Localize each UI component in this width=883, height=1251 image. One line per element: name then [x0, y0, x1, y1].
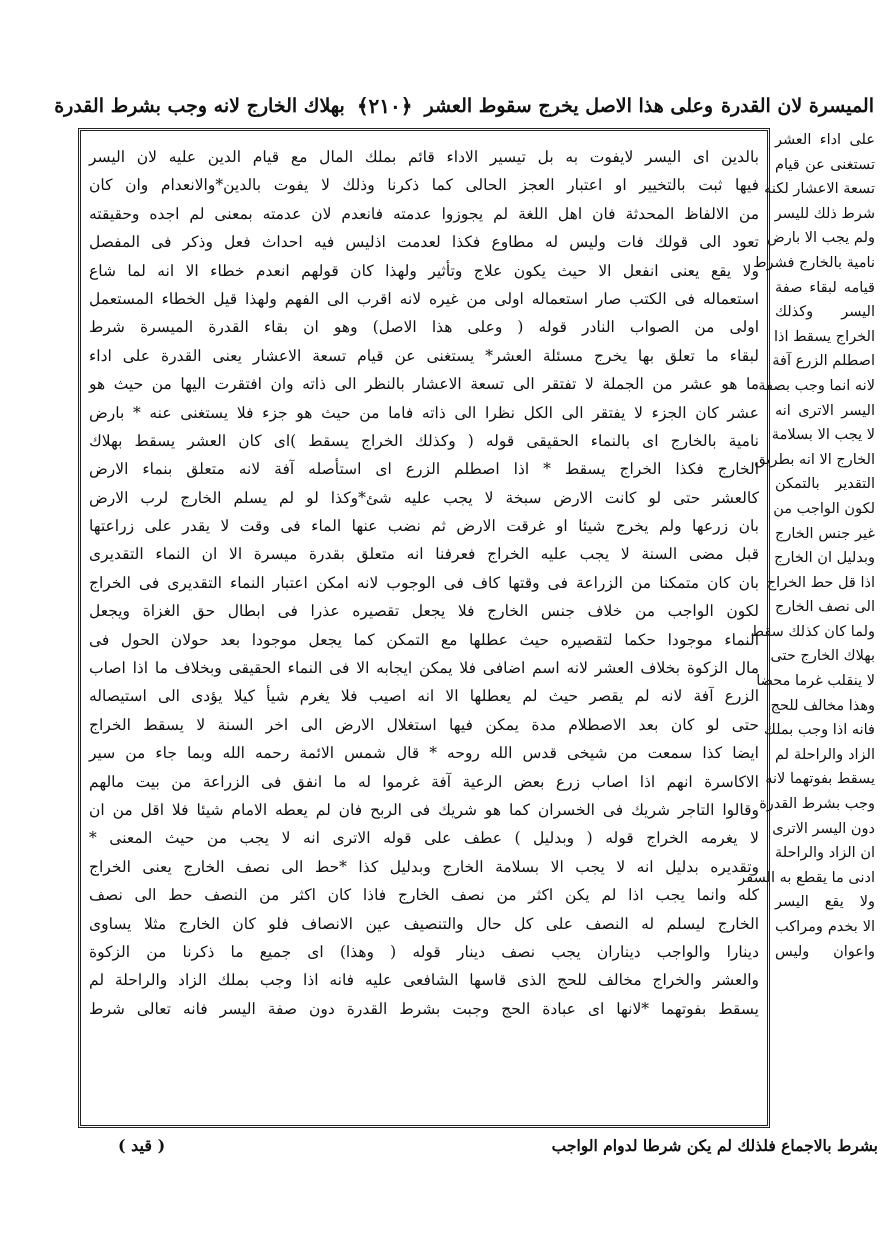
main-text-line: كله وانما يجب اذا لم يكن اكثر من نصف الخارج فاذا كان اكثر من النصف حط الى نصف [89, 886, 759, 905]
main-text-line: والعشر والخراج مخالف للحج الذى قاسها الشافعى عليه فانه اذا وجب بملك الزاد والراحلة لم [89, 971, 759, 990]
margin-text-line: الزاد والراحلة لم [775, 746, 875, 763]
main-text-line: لكون الواجب من خلاف جنس الخارج فلا يجعل تقصيره عذرا فى ابطال حق الغزاة ويجعل [89, 602, 759, 621]
margin-text-line: واعوان وليس [775, 943, 875, 960]
margin-text-line: الا بخدم ومراكب [775, 919, 875, 935]
margin-text-line: بهلاك الخارج حتى [770, 648, 875, 665]
margin-commentary [738, 128, 875, 1128]
main-text-line: استعماله فى الكتب صار استعماله اولى من غيره لانه اقرب الى الفهم ولهذا قيل الخطاء المستعمل [89, 289, 759, 308]
main-text-line: بان كان متمكنا من الزراعة فى وقتها كاف فى الوجوب لانه امكن اعتبار النماء التقديرى فى الخراج [89, 573, 759, 592]
main-text-line: نامية بالخارج اى بالنماء الحقيقى قوله ( وكذلك الخراج يسقط )اى كان العشر يسقط بهلاك [89, 431, 759, 450]
page-number: ﴿٢١٠﴾ [356, 94, 413, 118]
margin-text-line: لانه انما وجب بصفة [758, 377, 875, 394]
main-text-line: لبقاء ما تعلق بها يخرج مسئلة العشر* يستغنى عن قيام تسعة الاعشار يعنى القدرة على اداء [89, 346, 759, 365]
margin-text-line: الخارج الا انه بطريق [754, 451, 875, 468]
margin-text-line: وجب بشرط القدرة [759, 796, 875, 813]
main-text-line: عشر كان الجزء لا يفتقر الى الكل نظرا الى ذاته فاما من حيث هو جزء فلا يستغنى عنه * بارض [89, 403, 759, 422]
margin-text-line: لكون الواجب من [773, 500, 875, 517]
main-text-frame [78, 128, 770, 1128]
page-footer [78, 1132, 878, 1162]
margin-text-line: اليسر وكذلك [775, 304, 875, 321]
main-text-line: ايضا كذا سمعت من شيخى قدس الله روحه * قال شمس الائمة رحمه الله وبما جاء من سير [89, 744, 759, 763]
margin-text-line: على اداء العشر [775, 132, 875, 148]
margin-text-line: اليسر الاترى انه [775, 402, 875, 419]
catchword: ( قيد ) [118, 1136, 166, 1155]
margin-text-line: ادنى ما يقطع به السفر [738, 869, 875, 886]
margin-text-line: ولم يجب الا بارض [767, 230, 875, 247]
header-right-text: الميسرة لان القدرة [721, 95, 874, 117]
footer-last-line: بشرط بالاجماع فلذلك لم يكن شرطا لدوام الواجب [551, 1136, 878, 1155]
margin-text-line: وبدليل ان الخارج [774, 550, 875, 567]
main-text-line: وتقديره بدليل انه لا يجب الا بسلامة الخارج وبدليل كذا *حط الى نصف الخارج يعنى الخراج [89, 857, 759, 876]
page-header [54, 88, 878, 124]
main-text-line: من الالفاظ المحدثة فان اهل اللغة لم يجوزوا عدمته فانعدم لان عدمته بمعنى لم اجده وحقيقته [89, 204, 759, 223]
margin-text-line: تستغنى عن قيام [775, 156, 875, 173]
main-text-line: ما هو عشر من الجملة لا تفتقر الى تسعة الاعشار بالنظر الى ذاته وان افتقرت اليها من حيث هو [89, 375, 759, 394]
margin-text-line: ان الزاد والراحلة [775, 845, 875, 862]
main-text-line: الزرع آفة لانه لم يقصر حيث لم يعطلها الا انه اصيب فلا يغرم شيأ كيلا يؤدى الى استيصاله [89, 687, 759, 706]
main-text-line: دينارا والواجب ديناران يجب نصف دينار قوله ( وهذا) اى جميع ما ذكرنا من الزكوة [89, 942, 759, 961]
margin-text-line: وهذا مخالف للحج [770, 697, 875, 714]
main-text-line: مال الزكوة بخلاف العشر لانه اسم اضافى فلا يمكن ايجابه الا فى النماء الحقيقى وبخلاف ما اذا اصاب [89, 659, 759, 678]
margin-text-line: ولما كان كذلك سقط [750, 623, 875, 640]
main-text-body [89, 143, 759, 1115]
header-left-text: بهلاك الخارج لانه وجب بشرط القدرة [54, 95, 345, 117]
main-text-line: بان زرعها ولم يخرج شيئا او غرقت الارض ثم نضب عنها الماء فى وقت لا يقدر على زراعتها [89, 517, 759, 536]
main-text-line: اولى من الصواب النادر قوله ( وعلى هذا الاصل) وهو ان بقاء القدرة الميسرة شرط [89, 318, 759, 337]
main-text-line: لا يغرمه الخراج قوله ( وبدليل ) عطف على قوله الاترى انه لا يجب من حيث المعنى * [89, 829, 759, 848]
margin-text-line: تسعة الاعشار لكنه [764, 181, 875, 198]
main-text-line: ولا يقع يعنى انفعل الا حيث يكون علاج وتأثير ولهذا كان قولهم انعدم خطاء الا انه لما شاع [89, 261, 759, 280]
main-text-line: فيها ثبت بالتخيير او اعتبار العجز الحالى كما ذكرنا وذلك لا يفوت بالدين*والانعدام وان كان [89, 176, 759, 195]
main-text-line: الخارج فكذا الخراج يسقط * اذا اصطلم الزرع اى استأصله آفة لانه متعلق بنماء الارض [89, 460, 759, 479]
main-text-line: النماء موجودا حكما لتقصيره حيث عطلها مع التمكن كما يجعل موجودا بعد حولان الحول فى [89, 630, 759, 649]
main-text-line: وقالوا التاجر شريك فى الخسران كما هو شريك فى الربح فان لم يعطه الامام شيئا فلا اقل من ان [89, 800, 759, 819]
main-text-line: يسقط بفوتهما *لانها اى عبادة الحج وجبت بشرط القدرة دون صفة اليسر فانه تعالى شرط [89, 999, 759, 1018]
margin-text-line: نامية بالخارج فشرط [753, 254, 875, 271]
main-text-line: الخارج ليسلم له النصف على كل حال والتنصيف عين الانصاف فلو كان الخارج مثلا يساوى [89, 914, 759, 933]
margin-text-line: شرط ذلك لليسر [774, 205, 875, 222]
main-text-line: تعود الى قولك فات وليس له مطاوع فكذا لعدمت اذليس فيه احداث فعل وذكر فى المفصل [89, 233, 759, 252]
margin-text-line: لا يجب الا بسلامة [771, 427, 875, 444]
margin-text-line: لا ينقلب غرما محضا [756, 673, 875, 690]
margin-text-line: قيامه لبقاء صفة [775, 279, 875, 296]
main-text-line: بالدين اى اليسر لايفوت به بل تيسير الاداء قائم بملك المال مع قيام الدين عليه لان اليسر [89, 148, 759, 166]
main-text-line: قبل مضى السنة لا يجب عليه الخراج فعرفنا انه متعلق بقدرة ميسرة الا ان النماء التقديرى [89, 545, 759, 564]
margin-text-line: فانه اذا وجب بملك [763, 722, 875, 739]
margin-text-line: الى نصف الخارج [775, 599, 875, 616]
margin-text-line: اصطلم الزرع آفة [772, 353, 875, 370]
main-text-line: الاكاسرة انهم اذا اصاب زرع بعض الرعية آفة غرموا له ما انفق فى الزراعة من بيت مالهم [89, 772, 759, 791]
margin-text-line: دون اليسر الاترى [772, 820, 875, 837]
header-middle-text: وعلى هذا الاصل يخرج سقوط العشر [424, 95, 714, 117]
margin-text-line: ولا يقع اليسر [775, 894, 875, 911]
margin-text-line: الخراج يسقط اذا [774, 328, 875, 345]
main-text-line: حتى لو كان بعد الاصطلام مدة يمكن فيها استغلال الارض الى اخر السنة لا يسقط الخراج [89, 715, 759, 734]
margin-text-line: يسقط بفوتهما لانه [765, 771, 875, 788]
main-text-line: كالعشر حتى لو كانت الارض سبخة لا يجب عليه شئ*وكذا لو لم يسلم الخارج لرب الارض [89, 488, 759, 507]
margin-text-line: التقدير بالتمكن [775, 476, 875, 493]
margin-text-line: غير جنس الخارج [775, 525, 875, 542]
margin-text-line: اذا قل حط الخراج [766, 574, 875, 591]
